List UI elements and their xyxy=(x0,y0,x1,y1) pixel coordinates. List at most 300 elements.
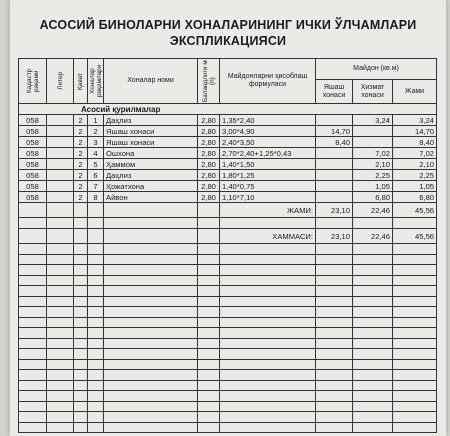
cell-qavat: 2 xyxy=(74,159,88,170)
empty-cell xyxy=(198,203,220,218)
cell-height: 2,80 xyxy=(198,159,220,170)
empty-cell xyxy=(393,401,437,412)
empty-cell xyxy=(353,349,393,360)
cell-xizmat: 7,02 xyxy=(353,148,393,159)
empty-cell xyxy=(88,412,104,423)
empty-cell xyxy=(88,380,104,391)
empty-cell xyxy=(316,401,353,412)
cell-kadastr: 058 xyxy=(19,137,47,148)
empty-cell xyxy=(104,296,198,307)
empty-cell xyxy=(316,412,353,423)
title-line-2: ЭКСПЛИКАЦИЯСИ xyxy=(169,34,287,48)
empty-cell xyxy=(220,307,316,318)
cell-liter xyxy=(47,137,74,148)
empty-row xyxy=(19,422,437,433)
empty-cell xyxy=(104,229,198,244)
empty-cell xyxy=(47,317,74,328)
empty-cell xyxy=(88,203,104,218)
empty-cell xyxy=(74,338,88,349)
table-row xyxy=(19,192,437,203)
empty-cell xyxy=(19,401,47,412)
empty-cell xyxy=(19,244,47,255)
empty-cell xyxy=(353,317,393,328)
cell-room-name: Даҳлиз xyxy=(104,170,198,181)
empty-cell xyxy=(198,412,220,423)
empty-cell xyxy=(353,338,393,349)
cell-room-number: 5 xyxy=(88,159,104,170)
empty-cell xyxy=(393,218,437,229)
cell-room-number: 3 xyxy=(88,137,104,148)
empty-cell xyxy=(198,338,220,349)
empty-cell xyxy=(220,391,316,402)
empty-cell xyxy=(316,317,353,328)
empty-cell xyxy=(74,218,88,229)
empty-cell xyxy=(88,349,104,360)
empty-cell xyxy=(19,380,47,391)
empty-cell xyxy=(19,265,47,276)
empty-cell xyxy=(198,359,220,370)
cell-jami: 2,10 xyxy=(393,159,437,170)
empty-cell xyxy=(353,286,393,297)
empty-cell xyxy=(19,422,47,433)
empty-cell xyxy=(104,359,198,370)
cell-height: 2,80 xyxy=(198,126,220,137)
cell-liter xyxy=(47,126,74,137)
empty-cell xyxy=(198,422,220,433)
empty-cell xyxy=(19,391,47,402)
cell-jami: 6,80 xyxy=(393,192,437,203)
empty-cell xyxy=(47,296,74,307)
cell-kadastr: 058 xyxy=(19,170,47,181)
empty-cell xyxy=(316,359,353,370)
cell-liter xyxy=(47,148,74,159)
empty-cell xyxy=(198,391,220,402)
empty-cell xyxy=(198,265,220,276)
empty-cell xyxy=(316,275,353,286)
cell-yashash xyxy=(316,159,353,170)
empty-cell xyxy=(316,265,353,276)
total-label: ЖАМИ: xyxy=(220,203,316,218)
empty-cell xyxy=(104,370,198,381)
empty-cell xyxy=(104,203,198,218)
empty-cell xyxy=(104,349,198,360)
cell-room-name: Ҳаммом xyxy=(104,159,198,170)
cell-liter xyxy=(47,170,74,181)
empty-cell xyxy=(353,380,393,391)
empty-row xyxy=(19,338,437,349)
header-yashash: Яшаш хонаси xyxy=(316,80,353,104)
cell-height: 2,80 xyxy=(198,192,220,203)
empty-row xyxy=(19,265,437,276)
empty-cell xyxy=(198,401,220,412)
empty-cell xyxy=(19,296,47,307)
empty-cell xyxy=(19,254,47,265)
cell-qavat: 2 xyxy=(74,192,88,203)
empty-cell xyxy=(74,349,88,360)
cell-room-name: Яшаш хонаси xyxy=(104,137,198,148)
cell-qavat: 2 xyxy=(74,137,88,148)
empty-cell xyxy=(47,391,74,402)
cell-jami: 8,40 xyxy=(393,137,437,148)
empty-cell xyxy=(220,296,316,307)
cell-kadastr: 058 xyxy=(19,159,47,170)
cell-room-number: 4 xyxy=(88,148,104,159)
empty-row xyxy=(19,401,437,412)
table-row xyxy=(19,181,437,192)
cell-room-number: 8 xyxy=(88,192,104,203)
cell-yashash xyxy=(316,181,353,192)
cell-xizmat: 2,10 xyxy=(353,159,393,170)
empty-cell xyxy=(220,422,316,433)
empty-cell xyxy=(47,203,74,218)
empty-cell xyxy=(88,307,104,318)
empty-cell xyxy=(47,275,74,286)
empty-row xyxy=(19,349,437,360)
header-liter: Литер xyxy=(47,59,74,104)
cell-liter xyxy=(47,181,74,192)
empty-row xyxy=(19,286,437,297)
empty-row xyxy=(19,307,437,318)
empty-cell xyxy=(74,275,88,286)
empty-cell xyxy=(393,422,437,433)
empty-cell xyxy=(220,370,316,381)
empty-cell xyxy=(393,244,437,255)
empty-cell xyxy=(220,286,316,297)
cell-xizmat: 3,24 xyxy=(353,115,393,126)
empty-cell xyxy=(47,328,74,339)
empty-cell xyxy=(19,307,47,318)
cell-room-name: Яшаш хонаси xyxy=(104,126,198,137)
empty-cell xyxy=(88,370,104,381)
empty-cell xyxy=(74,296,88,307)
empty-cell xyxy=(316,286,353,297)
empty-cell xyxy=(104,328,198,339)
empty-cell xyxy=(393,412,437,423)
empty-cell xyxy=(74,317,88,328)
cell-jami: 1,05 xyxy=(393,181,437,192)
empty-cell xyxy=(74,254,88,265)
empty-cell xyxy=(393,296,437,307)
empty-cell xyxy=(353,412,393,423)
cell-liter xyxy=(47,192,74,203)
cell-formula: 1,10*7,10 xyxy=(220,192,316,203)
cell-kadastr: 058 xyxy=(19,181,47,192)
empty-cell xyxy=(104,317,198,328)
cell-xizmat: 1,05 xyxy=(353,181,393,192)
cell-room-name: Ошхона xyxy=(104,148,198,159)
empty-cell xyxy=(104,338,198,349)
empty-cell xyxy=(353,244,393,255)
empty-cell xyxy=(220,218,316,229)
empty-cell xyxy=(353,307,393,318)
cell-liter xyxy=(47,115,74,126)
empty-cell xyxy=(316,422,353,433)
cell-height: 2,80 xyxy=(198,115,220,126)
cell-xizmat xyxy=(353,126,393,137)
empty-cell xyxy=(74,401,88,412)
empty-cell xyxy=(19,338,47,349)
cell-height: 2,80 xyxy=(198,181,220,192)
empty-cell xyxy=(104,307,198,318)
empty-cell xyxy=(353,254,393,265)
empty-cell xyxy=(88,286,104,297)
empty-cell xyxy=(88,317,104,328)
empty-cell xyxy=(104,380,198,391)
empty-cell xyxy=(393,286,437,297)
empty-cell xyxy=(353,328,393,339)
empty-cell xyxy=(353,296,393,307)
empty-cell xyxy=(74,229,88,244)
empty-cell xyxy=(220,254,316,265)
empty-row xyxy=(19,412,437,423)
cell-yashash xyxy=(316,115,353,126)
empty-cell xyxy=(19,349,47,360)
empty-cell xyxy=(316,218,353,229)
empty-cell xyxy=(353,275,393,286)
empty-cell xyxy=(47,286,74,297)
document-sheet xyxy=(10,0,446,436)
header-qavat: Қават xyxy=(74,59,88,104)
cell-qavat: 2 xyxy=(74,126,88,137)
cell-formula: 1,40*1,50 xyxy=(220,159,316,170)
empty-cell xyxy=(104,391,198,402)
header-jami: Жами xyxy=(393,80,437,104)
empty-cell xyxy=(198,380,220,391)
cell-room-name: Даҳлиз xyxy=(104,115,198,126)
header-maydon: Майдон (кв.м) xyxy=(316,59,437,80)
empty-cell xyxy=(393,317,437,328)
empty-cell xyxy=(353,391,393,402)
empty-cell xyxy=(198,317,220,328)
empty-cell xyxy=(353,218,393,229)
cell-liter xyxy=(47,159,74,170)
empty-cell xyxy=(393,359,437,370)
empty-cell xyxy=(19,317,47,328)
empty-cell xyxy=(198,370,220,381)
cell-room-name: Ҳожатхона xyxy=(104,181,198,192)
empty-cell xyxy=(74,265,88,276)
empty-row xyxy=(19,370,437,381)
cell-yashash: 14,70 xyxy=(316,126,353,137)
explication-table xyxy=(18,58,437,433)
header-balandligi: Баландлиги м (h) xyxy=(198,59,220,104)
section-title: Асосий қурилмалар xyxy=(19,104,437,115)
empty-cell xyxy=(316,380,353,391)
empty-cell xyxy=(316,244,353,255)
empty-cell xyxy=(74,359,88,370)
total-xizmat: 22,46 xyxy=(353,203,393,218)
cell-height: 2,80 xyxy=(198,137,220,148)
header-kadastr: Кадастр рақами xyxy=(19,59,47,104)
empty-cell xyxy=(353,265,393,276)
empty-cell xyxy=(88,275,104,286)
cell-yashash xyxy=(316,148,353,159)
title-line-1: АСОСИЙ БИНОЛАРНИ ХОНАЛАРИНИНГ ИЧКИ ЎЛЧАМЛАРИ xyxy=(39,18,417,32)
empty-cell xyxy=(88,218,104,229)
empty-cell xyxy=(74,244,88,255)
empty-cell xyxy=(47,370,74,381)
cell-height: 2,80 xyxy=(198,148,220,159)
empty-cell xyxy=(19,359,47,370)
empty-row xyxy=(19,275,437,286)
subtotal-row xyxy=(19,203,437,218)
empty-cell xyxy=(88,359,104,370)
empty-cell xyxy=(47,338,74,349)
empty-cell xyxy=(88,254,104,265)
empty-cell xyxy=(47,307,74,318)
empty-cell xyxy=(88,328,104,339)
empty-row xyxy=(19,391,437,402)
header-xizmat: Хизмат хонаси xyxy=(353,80,393,104)
cell-qavat: 2 xyxy=(74,148,88,159)
empty-cell xyxy=(47,422,74,433)
empty-cell xyxy=(393,265,437,276)
empty-cell xyxy=(88,296,104,307)
cell-formula: 1,35*2,40 xyxy=(220,115,316,126)
empty-row xyxy=(19,328,437,339)
table-row xyxy=(19,137,437,148)
cell-formula: 1,40*0,75 xyxy=(220,181,316,192)
empty-cell xyxy=(393,275,437,286)
empty-cell xyxy=(220,328,316,339)
empty-cell xyxy=(393,349,437,360)
empty-cell xyxy=(198,218,220,229)
empty-cell xyxy=(316,349,353,360)
empty-cell xyxy=(19,328,47,339)
empty-cell xyxy=(393,307,437,318)
total-jami: 45,56 xyxy=(393,203,437,218)
empty-cell xyxy=(104,265,198,276)
empty-cell xyxy=(198,286,220,297)
cell-yashash xyxy=(316,192,353,203)
empty-cell xyxy=(316,338,353,349)
empty-cell xyxy=(19,218,47,229)
empty-cell xyxy=(316,370,353,381)
empty-cell xyxy=(198,244,220,255)
empty-cell xyxy=(316,307,353,318)
empty-cell xyxy=(198,296,220,307)
empty-row xyxy=(19,359,437,370)
cell-yashash: 8,40 xyxy=(316,137,353,148)
empty-row xyxy=(19,317,437,328)
total-yashash: 23,10 xyxy=(316,229,353,244)
empty-cell xyxy=(47,412,74,423)
cell-room-number: 7 xyxy=(88,181,104,192)
empty-cell xyxy=(220,359,316,370)
empty-cell xyxy=(393,338,437,349)
empty-cell xyxy=(353,401,393,412)
cell-formula: 1,80*1,25 xyxy=(220,170,316,181)
total-jami: 45,56 xyxy=(393,229,437,244)
empty-cell xyxy=(74,307,88,318)
empty-cell xyxy=(19,286,47,297)
empty-cell xyxy=(74,203,88,218)
empty-cell xyxy=(74,422,88,433)
empty-cell xyxy=(104,412,198,423)
cell-jami: 14,70 xyxy=(393,126,437,137)
empty-cell xyxy=(393,370,437,381)
cell-kadastr: 058 xyxy=(19,115,47,126)
cell-formula: 2,40*3,50 xyxy=(220,137,316,148)
cell-formula: 3,00*4,90 xyxy=(220,126,316,137)
empty-cell xyxy=(19,370,47,381)
empty-cell xyxy=(393,254,437,265)
cell-jami: 3,24 xyxy=(393,115,437,126)
empty-cell xyxy=(104,254,198,265)
cell-kadastr: 058 xyxy=(19,148,47,159)
empty-cell xyxy=(198,328,220,339)
empty-cell xyxy=(74,328,88,339)
cell-xizmat xyxy=(353,137,393,148)
empty-row xyxy=(19,380,437,391)
empty-cell xyxy=(47,229,74,244)
table-row xyxy=(19,115,437,126)
cell-room-number: 6 xyxy=(88,170,104,181)
empty-cell xyxy=(316,296,353,307)
cell-kadastr: 058 xyxy=(19,126,47,137)
empty-cell xyxy=(104,422,198,433)
empty-cell xyxy=(104,401,198,412)
cell-qavat: 2 xyxy=(74,181,88,192)
empty-cell xyxy=(220,265,316,276)
grand-total-row xyxy=(19,229,437,244)
header-xona-nomi: Хоналар номи xyxy=(104,59,198,104)
empty-cell xyxy=(47,254,74,265)
total-yashash: 23,10 xyxy=(316,203,353,218)
empty-cell xyxy=(104,218,198,229)
empty-cell xyxy=(47,265,74,276)
empty-cell xyxy=(198,229,220,244)
table-row xyxy=(19,170,437,181)
empty-cell xyxy=(88,401,104,412)
empty-cell xyxy=(88,391,104,402)
total-xizmat: 22,46 xyxy=(353,229,393,244)
empty-cell xyxy=(47,349,74,360)
empty-cell xyxy=(198,254,220,265)
empty-row xyxy=(19,254,437,265)
total-label: ХАММАСИ: xyxy=(220,229,316,244)
empty-cell xyxy=(19,229,47,244)
empty-cell xyxy=(47,244,74,255)
empty-cell xyxy=(220,349,316,360)
cell-room-number: 1 xyxy=(88,115,104,126)
header-formula: Майдонларни ҳисоблаш формуласи xyxy=(220,59,316,104)
empty-cell xyxy=(74,286,88,297)
cell-formula: 2,70*2,40+1,25*0,43 xyxy=(220,148,316,159)
empty-cell xyxy=(316,328,353,339)
header-xona-raqami: Хоналар рақамлари xyxy=(88,59,104,104)
empty-cell xyxy=(353,422,393,433)
empty-cell xyxy=(198,307,220,318)
empty-row xyxy=(19,296,437,307)
empty-cell xyxy=(47,401,74,412)
empty-cell xyxy=(104,244,198,255)
empty-cell xyxy=(220,244,316,255)
empty-cell xyxy=(47,380,74,391)
table-row xyxy=(19,148,437,159)
empty-cell xyxy=(74,380,88,391)
cell-yashash xyxy=(316,170,353,181)
empty-cell xyxy=(220,412,316,423)
empty-cell xyxy=(47,359,74,370)
section-row xyxy=(19,104,437,115)
cell-room-number: 2 xyxy=(88,126,104,137)
empty-cell xyxy=(19,275,47,286)
empty-cell xyxy=(220,317,316,328)
empty-cell xyxy=(316,254,353,265)
cell-jami: 7,02 xyxy=(393,148,437,159)
empty-cell xyxy=(19,412,47,423)
